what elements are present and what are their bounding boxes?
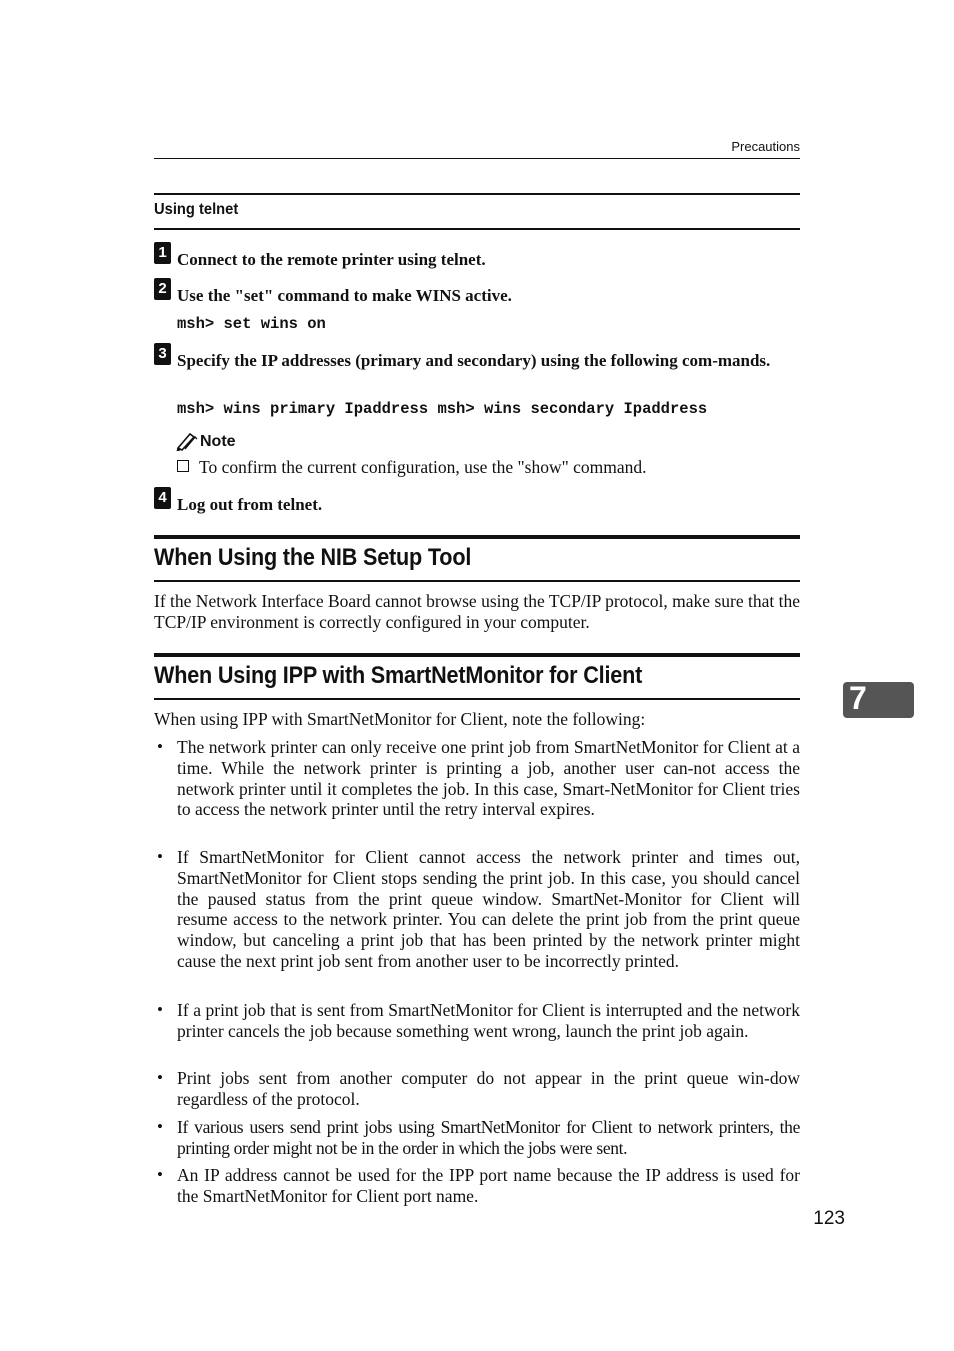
list-item: The network printer can only receive one print job from SmartNetMonitor for Client at a time. While the network printer is printing a job, another user can-not access the network printer until it completes the job. In this case, Smart-NetMonitor for Client tries to access the network printer until the retry interval expires. [177,737,800,820]
step-2-text: Use the "set" command to make WINS active. [177,286,512,305]
section-title-nib: When Using the NIB Setup Tool [154,544,472,571]
list-item: An IP address cannot be used for the IPP port name because the IP address is used for the SmartNetMonitor for Client port name. [177,1165,800,1206]
bullet-dot-icon: • [157,1000,163,1019]
ipp-intro: When using IPP with SmartNetMonitor for Client, note the following: [154,709,646,729]
header-rule [154,158,800,159]
note-checkbox-icon [177,460,189,472]
section-ipp-bottom-rule [154,698,800,700]
section-nib-top-rule [154,535,800,539]
list-item: If various users send print jobs using SmartNetMonitor for Client to network printers, the printing order might not be in the order in which the jobs were sent. [177,1117,800,1158]
bullet-dot-icon: • [157,1165,163,1184]
step-1-badge: 1 [154,242,171,264]
step-3-text: Specify the IP addresses (primary and secondary) using the following com-mands. [177,351,771,370]
step-4-text: Log out from telnet. [177,495,323,514]
step-2-command: msh> set wins on [177,315,326,333]
step-2-badge: 2 [154,278,171,300]
bullet-dot-icon: • [157,737,163,756]
subheading-bottom-rule [154,228,800,230]
nib-paragraph: If the Network Interface Board cannot browse using the TCP/IP protocol, make sure that the TCP/IP environment is correctly configured in your computer. [154,591,800,632]
step-3-badge: 3 [154,343,171,365]
subheading-using-telnet: Using telnet [154,201,239,218]
list-item: If SmartNetMonitor for Client cannot access the network printer and times out, SmartNetMonitor for Client stops sending the print job. In this case, you should cancel the paused status from the print queue window. SmartNet-Monitor for Client will resume access to the network printer. You can delete the print job from the print queue window, but canceling a print job that has been printed by the network printer might cause the next print job sent from another user to be incorrectly printed. [177,847,800,971]
step-1-text: Connect to the remote printer using telnet. [177,250,486,269]
section-ipp-top-rule [154,653,800,657]
subheading-top-rule [154,193,800,195]
running-header: Precautions [731,139,800,154]
page-number: 123 [813,1208,845,1229]
note-label: Note [200,433,236,450]
chapter-number: 7 [849,680,867,716]
bullet-dot-icon: • [157,847,163,866]
chapter-tab [843,682,914,718]
list-item: If a print job that is sent from SmartNetMonitor for Client is interrupted and the network printer cancels the job because something went wrong, launch the print job again. [177,1000,800,1041]
bullet-dot-icon: • [157,1117,163,1136]
step-4-badge: 4 [154,487,171,509]
bullet-dot-icon: • [157,1068,163,1087]
section-nib-bottom-rule [154,580,800,582]
step-3-command: msh> wins primary Ipaddress msh> wins secondary Ipaddress [177,400,708,418]
section-title-ipp: When Using IPP with SmartNetMonitor for Client [154,662,643,689]
pencil-icon [176,431,198,451]
note-text: To confirm the current configuration, use the "show" command. [199,457,647,477]
list-item: Print jobs sent from another computer do not appear in the print queue win-dow regardless of the protocol. [177,1068,800,1109]
